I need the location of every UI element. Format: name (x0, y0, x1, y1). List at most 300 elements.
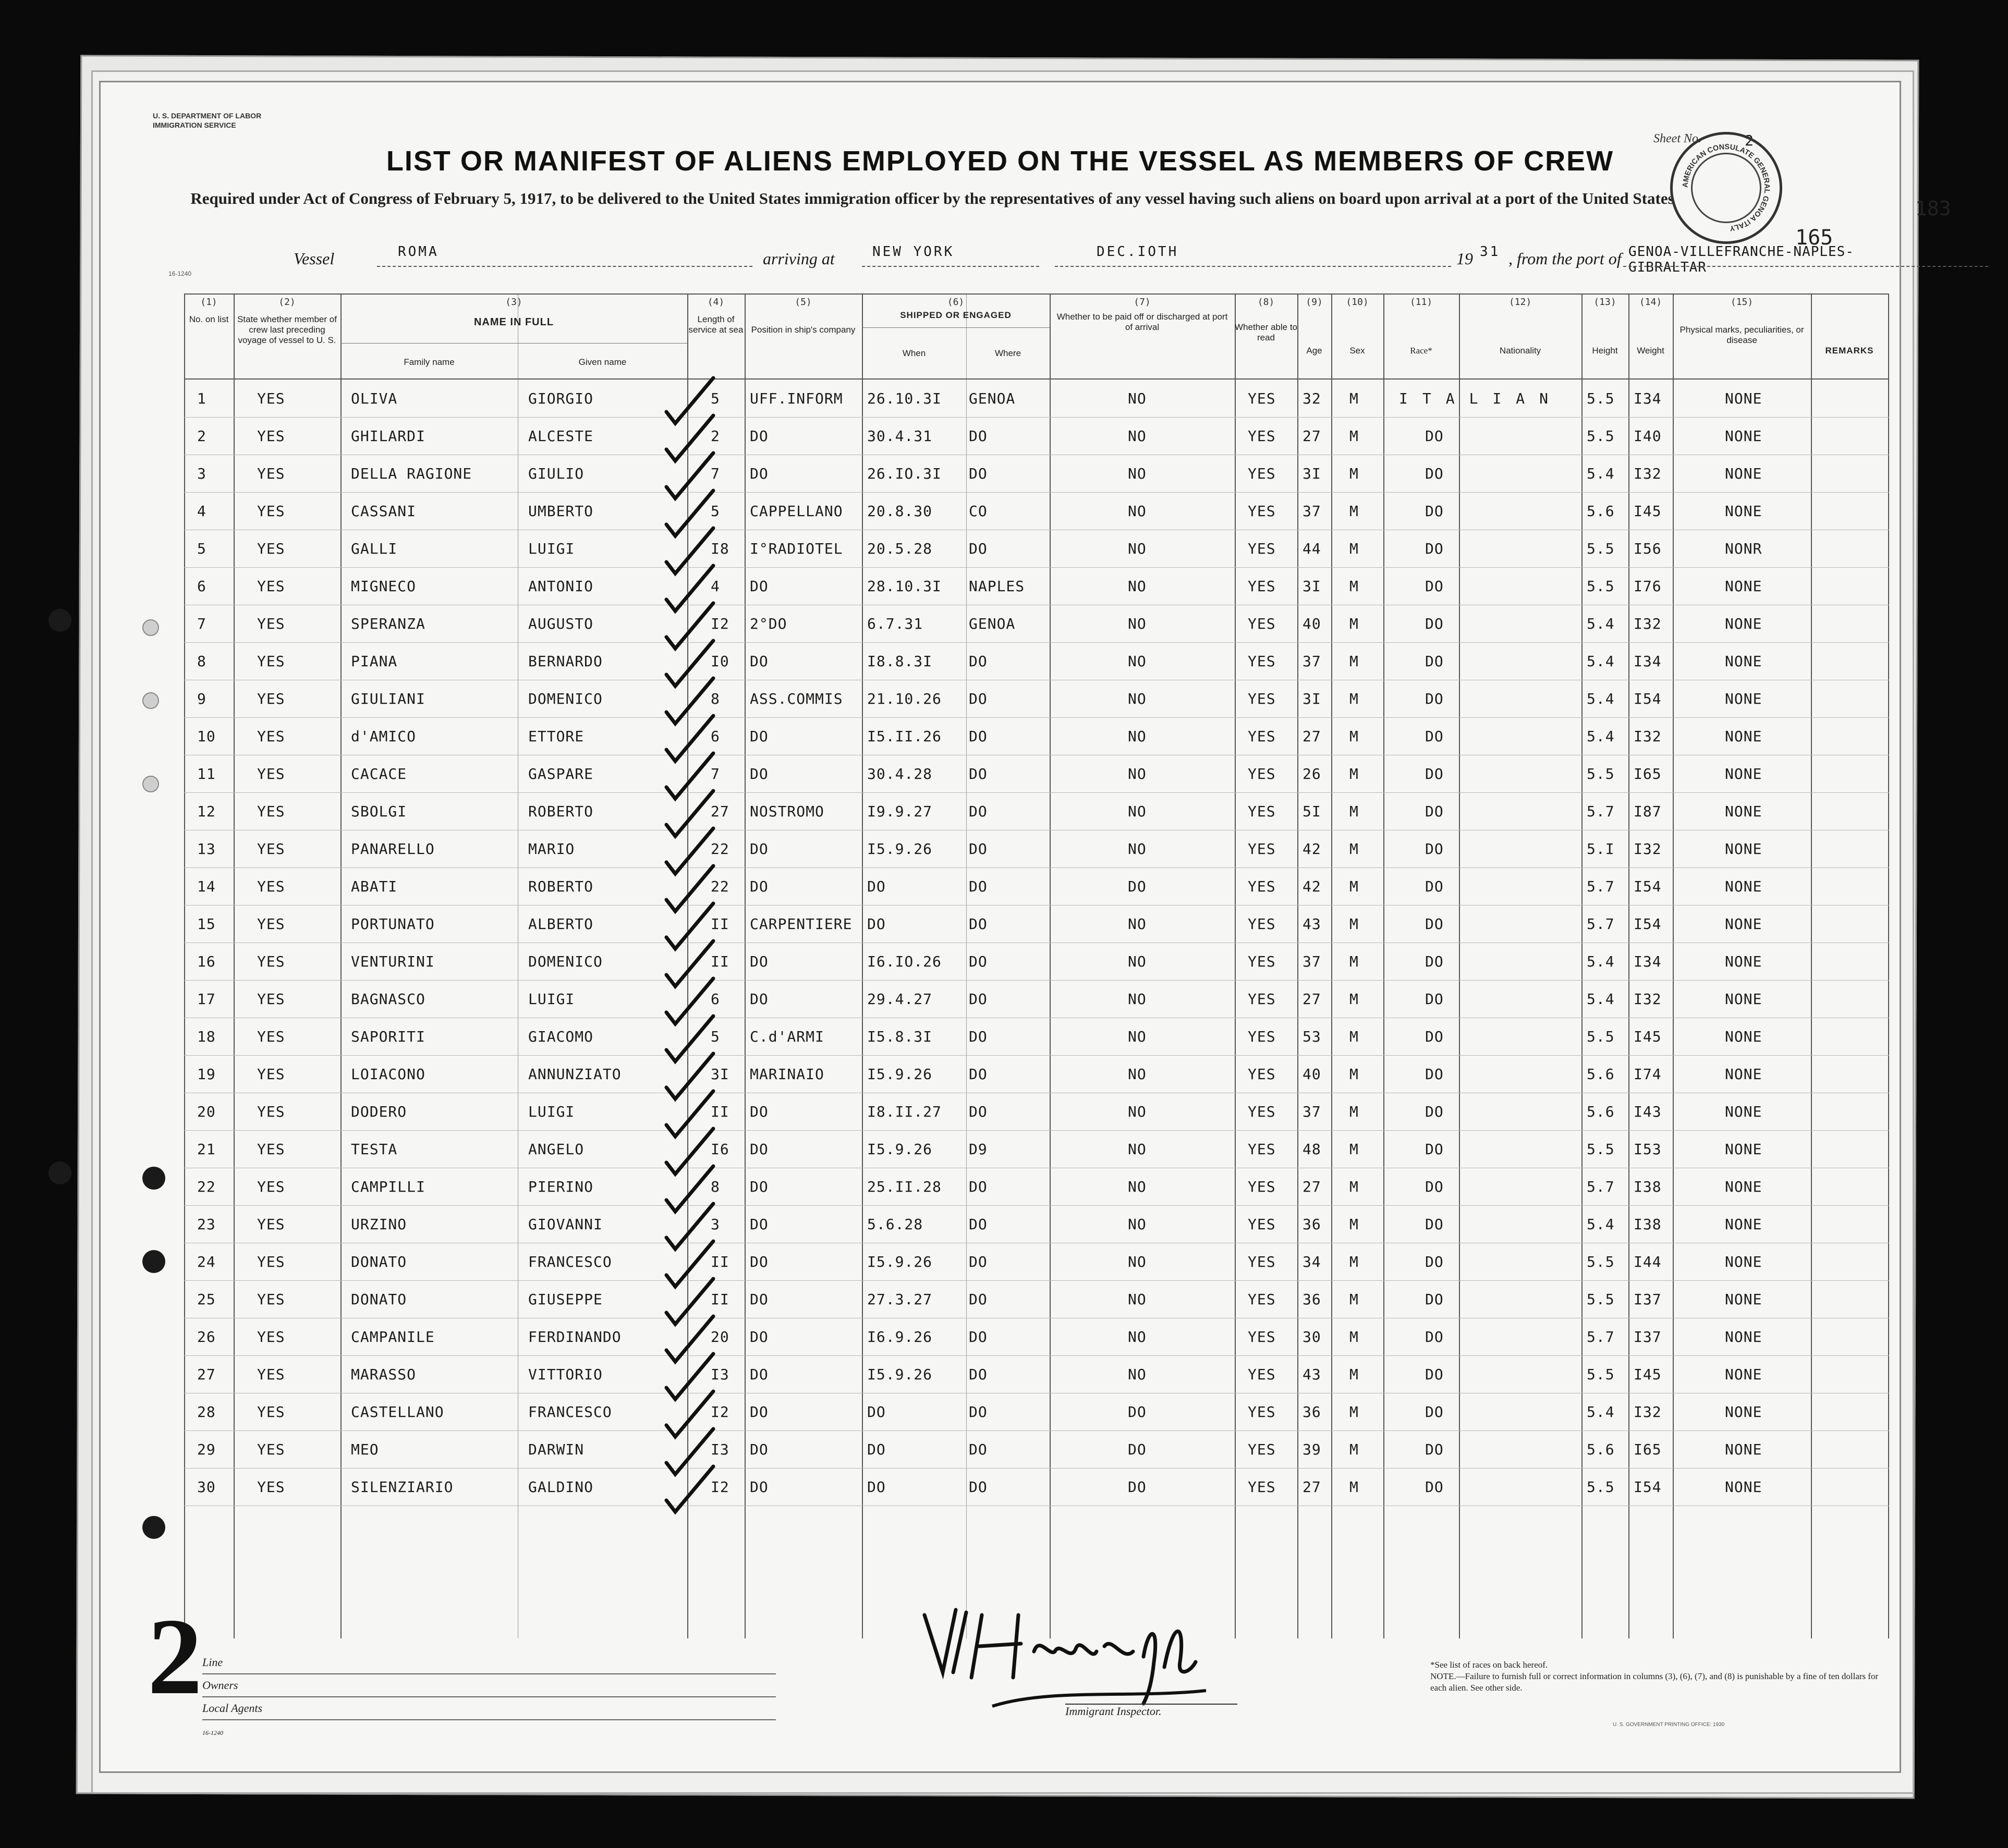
family-name: SILENZIARIO (351, 1478, 454, 1496)
able-to-read: YES (1248, 1216, 1276, 1233)
weight: I54 (1634, 690, 1662, 707)
sex: M (1349, 803, 1359, 820)
paid-off: NO (1128, 1291, 1147, 1308)
paid-off: NO (1128, 465, 1147, 482)
state-cell: YES (257, 1216, 285, 1233)
age: 37 (1303, 953, 1321, 970)
table-row (184, 610, 1889, 647)
age: 40 (1303, 1066, 1321, 1083)
paid-off: NO (1128, 840, 1147, 858)
weight: I34 (1634, 953, 1662, 970)
length-of-service: II (711, 1253, 729, 1270)
position: DO (750, 878, 769, 895)
shipped-where: DO (969, 1478, 988, 1496)
col-num: (10) (1346, 297, 1369, 308)
physical-marks: NONE (1725, 1178, 1762, 1195)
shipped-where: DO (969, 1441, 988, 1458)
table-row (184, 948, 1889, 985)
position: DO (750, 990, 769, 1008)
given-name: ALBERTO (528, 915, 594, 933)
table-row (184, 685, 1889, 723)
position: DO (750, 728, 769, 745)
able-to-read: YES (1248, 578, 1276, 595)
state-cell: YES (257, 1366, 285, 1383)
col-num: (9) (1306, 297, 1323, 308)
given-name: ANGELO (528, 1141, 585, 1158)
sex: M (1349, 915, 1359, 933)
able-to-read: YES (1248, 615, 1276, 632)
paid-off: NO (1128, 427, 1147, 445)
height: 5.5 (1587, 1478, 1615, 1496)
row-number: 11 (197, 765, 216, 782)
race: DO (1425, 953, 1444, 970)
height: 5.4 (1587, 690, 1615, 707)
shipped-where: DO (969, 690, 988, 707)
weight: I37 (1634, 1291, 1662, 1308)
age: 43 (1303, 1366, 1321, 1383)
given-name: GASPARE (528, 765, 594, 782)
table-row (184, 985, 1889, 1023)
header-nationality: Nationality (1499, 346, 1541, 356)
age: 43 (1303, 915, 1321, 933)
header-height: Height (1592, 346, 1618, 356)
sex: M (1349, 990, 1359, 1008)
table-row (184, 1398, 1889, 1436)
able-to-read: YES (1248, 1141, 1276, 1158)
table-row (184, 723, 1889, 760)
race: DO (1425, 915, 1444, 933)
shipped-where: DO (969, 803, 988, 820)
race: DO (1425, 1216, 1444, 1233)
arrival-port: NEW YORK (872, 244, 955, 260)
family-name: GALLI (351, 540, 398, 557)
shipped-where: DO (969, 1328, 988, 1345)
footnote-races: *See list of races on back hereof. (1430, 1660, 1548, 1670)
physical-marks: NONE (1725, 1103, 1762, 1120)
shipped-where: DO (969, 878, 988, 895)
position: DO (750, 953, 769, 970)
paid-off: NO (1128, 1066, 1147, 1083)
age: 27 (1303, 728, 1321, 745)
shipped-when: 26.10.3I (867, 390, 942, 407)
race: DO (1425, 1403, 1444, 1421)
paid-off: NO (1128, 1028, 1147, 1045)
col-num: (6) (947, 297, 965, 308)
shipped-when: 26.IO.3I (867, 465, 942, 482)
shipped-when: I5.9.26 (867, 1066, 933, 1083)
shipped-when: 28.10.3I (867, 578, 942, 595)
given-name: GIULIO (528, 465, 585, 482)
row-number: 10 (197, 728, 216, 745)
sex: M (1349, 1403, 1359, 1421)
state-cell: YES (257, 953, 285, 970)
table-row (184, 760, 1889, 798)
family-name: DONATO (351, 1253, 407, 1270)
state-cell: YES (257, 465, 285, 482)
header-family: Family name (404, 357, 455, 367)
shipped-where: GENOA (969, 615, 1016, 632)
voyage-line (294, 244, 1884, 275)
physical-marks: NONE (1725, 1141, 1762, 1158)
binder-hole (142, 776, 159, 792)
physical-marks: NONE (1725, 465, 1762, 482)
length-of-service: II (711, 953, 729, 970)
able-to-read: YES (1248, 915, 1276, 933)
height: 5.5 (1587, 390, 1615, 407)
race: DO (1425, 1028, 1444, 1045)
length-of-service: II (711, 1103, 729, 1120)
physical-marks: NONE (1725, 578, 1762, 595)
shipped-where: DO (969, 1366, 988, 1383)
race: DO (1425, 765, 1444, 782)
race: DO (1425, 540, 1444, 557)
height: 5.4 (1587, 615, 1615, 632)
position: DO (750, 1178, 769, 1195)
sex: M (1349, 878, 1359, 895)
footnote-note: NOTE.—Failure to furnish full or correct information in columns (3), (6), (7), and (8) is punishable by a fine of ten dollars for each alien. See other side. (1430, 1671, 1879, 1693)
height: 5.7 (1587, 803, 1615, 820)
sex: M (1349, 1478, 1359, 1496)
state-cell: YES (257, 1103, 285, 1120)
age: 5I (1303, 803, 1321, 820)
given-name: LUIGI (528, 540, 575, 557)
family-name: d'AMICO (351, 728, 417, 745)
age: 39 (1303, 1441, 1321, 1458)
header-length: Length of service at sea (688, 314, 744, 335)
physical-marks: NONE (1725, 915, 1762, 933)
table-row (184, 910, 1889, 948)
weight: I54 (1634, 878, 1662, 895)
header-remarks: REMARKS (1825, 346, 1874, 356)
shipped-when: I5.II.26 (867, 728, 942, 745)
shipped-where: DO (969, 465, 988, 482)
height: 5.4 (1587, 728, 1615, 745)
length-of-service: I0 (711, 653, 729, 670)
position: DO (750, 1291, 769, 1308)
owners-label: Owners (202, 1674, 776, 1697)
age: 30 (1303, 1328, 1321, 1345)
state-cell: YES (257, 1178, 285, 1195)
position: CAPPELLANO (750, 503, 843, 520)
age: 37 (1303, 653, 1321, 670)
family-name: PANARELLO (351, 840, 435, 858)
race: DO (1425, 1291, 1444, 1308)
binder-hole (142, 619, 159, 636)
height: 5.4 (1587, 1403, 1615, 1421)
row-number: 29 (197, 1441, 216, 1458)
given-name: ANNUNZIATO (528, 1066, 622, 1083)
length-of-service: 2 (711, 427, 720, 445)
length-of-service: I8 (711, 540, 729, 557)
race: DO (1425, 1366, 1444, 1383)
position: C.d'ARMI (750, 1028, 824, 1045)
state-cell: YES (257, 540, 285, 557)
length-of-service: II (711, 915, 729, 933)
margin-number-2: 165 (1795, 226, 1833, 250)
weight: I32 (1634, 1403, 1662, 1421)
manifest-sheet (99, 81, 1951, 1773)
shipped-where: DO (969, 728, 988, 745)
weight: I87 (1634, 803, 1662, 820)
position: DO (750, 653, 769, 670)
sex: M (1349, 1066, 1359, 1083)
race: DO (1425, 615, 1444, 632)
table-row (184, 1436, 1889, 1473)
race: DO (1425, 1478, 1444, 1496)
shipped-where: DO (969, 915, 988, 933)
race: DO (1425, 840, 1444, 858)
position: DO (750, 578, 769, 595)
shipped-where: DO (969, 1216, 988, 1233)
family-name: LOIACONO (351, 1066, 425, 1083)
height: 5.I (1587, 840, 1615, 858)
shipped-where: DO (969, 1291, 988, 1308)
state-cell: YES (257, 503, 285, 520)
length-of-service: 3 (711, 1216, 720, 1233)
shipped-when: DO (867, 878, 886, 895)
able-to-read: YES (1248, 1403, 1276, 1421)
height: 5.5 (1587, 1028, 1615, 1045)
given-name: FERDINANDO (528, 1328, 622, 1345)
length-of-service: I3 (711, 1366, 729, 1383)
weight: I40 (1634, 427, 1662, 445)
age: 37 (1303, 503, 1321, 520)
row-number: 9 (197, 690, 206, 707)
given-name: DARWIN (528, 1441, 585, 1458)
able-to-read: YES (1248, 840, 1276, 858)
able-to-read: YES (1248, 803, 1276, 820)
able-to-read: YES (1248, 1291, 1276, 1308)
shipped-where: DO (969, 1403, 988, 1421)
table-row (184, 497, 1889, 535)
able-to-read: YES (1248, 540, 1276, 557)
state-cell: YES (257, 728, 285, 745)
table-row (184, 385, 1889, 422)
weight: I45 (1634, 503, 1662, 520)
paid-off: NO (1128, 915, 1147, 933)
shipped-when: 21.10.26 (867, 690, 942, 707)
family-name: DELLA RAGIONE (351, 465, 472, 482)
state-cell: YES (257, 915, 285, 933)
length-of-service: 5 (711, 503, 720, 520)
arrival-year: 31 (1480, 244, 1501, 260)
weight: I45 (1634, 1028, 1662, 1045)
physical-marks: NONE (1725, 427, 1762, 445)
header-name: NAME IN FULL (473, 316, 554, 328)
length-of-service: I2 (711, 1403, 729, 1421)
shipped-when: 30.4.31 (867, 427, 933, 445)
state-cell: YES (257, 1441, 285, 1458)
age: 27 (1303, 1178, 1321, 1195)
paid-off: NO (1128, 503, 1147, 520)
shipped-when: I6.9.26 (867, 1328, 933, 1345)
height: 5.4 (1587, 953, 1615, 970)
given-name: UMBERTO (528, 503, 594, 520)
header-state: State whether member of crew last preceding voyage of vessel to U. S. (237, 314, 337, 345)
race: DO (1425, 803, 1444, 820)
weight: I54 (1634, 1478, 1662, 1496)
shipped-where: DO (969, 840, 988, 858)
table-row (184, 1173, 1889, 1210)
position: DO (750, 1216, 769, 1233)
shipped-when: I8.II.27 (867, 1103, 942, 1120)
height: 5.7 (1587, 1178, 1615, 1195)
physical-marks: NONE (1725, 840, 1762, 858)
binder-hole (142, 1250, 165, 1273)
state-cell: YES (257, 1028, 285, 1045)
height: 5.5 (1587, 1141, 1615, 1158)
row-number: 19 (197, 1066, 216, 1083)
length-of-service: 6 (711, 728, 720, 745)
position: DO (750, 1366, 769, 1383)
family-name: MIGNECO (351, 578, 417, 595)
shipped-where: CO (969, 503, 988, 520)
row-number: 17 (197, 990, 216, 1008)
sex: M (1349, 1253, 1359, 1270)
race: DO (1425, 1328, 1444, 1345)
header-age: Age (1306, 346, 1322, 356)
shipped-where: DO (969, 540, 988, 557)
position: DO (750, 1441, 769, 1458)
state-cell: YES (257, 1291, 285, 1308)
physical-marks: NONE (1725, 765, 1762, 782)
binder-hole (48, 609, 71, 632)
physical-marks: NONE (1725, 1403, 1762, 1421)
table-row (184, 535, 1889, 572)
header-where: Where (994, 348, 1021, 358)
race: DO (1425, 427, 1444, 445)
state-cell: YES (257, 1328, 285, 1345)
sex: M (1349, 653, 1359, 670)
given-name: MARIO (528, 840, 575, 858)
col-num: (12) (1508, 297, 1532, 308)
sex: M (1349, 1328, 1359, 1345)
race: DO (1425, 1178, 1444, 1195)
given-name: GALDINO (528, 1478, 594, 1496)
sex: M (1349, 540, 1359, 557)
age: 40 (1303, 615, 1321, 632)
paid-off: NO (1128, 1141, 1147, 1158)
arriving-label: arriving at (763, 249, 835, 268)
state-cell: YES (257, 765, 285, 782)
shipped-where: NAPLES (969, 578, 1025, 595)
state-cell: YES (257, 653, 285, 670)
family-name: MARASSO (351, 1366, 417, 1383)
sex: M (1349, 690, 1359, 707)
paid-off: NO (1128, 540, 1147, 557)
header-sex: Sex (1349, 346, 1365, 356)
header-marks: Physical marks, peculiarities, or disease (1680, 325, 1804, 345)
age: 3I (1303, 578, 1321, 595)
physical-marks: NONE (1725, 1028, 1762, 1045)
position: CARPENTIERE (750, 915, 853, 933)
sex: M (1349, 840, 1359, 858)
paid-off: NO (1128, 390, 1147, 407)
given-name: DOMENICO (528, 690, 603, 707)
shipped-when: 20.5.28 (867, 540, 933, 557)
length-of-service: 22 (711, 878, 729, 895)
state-cell: YES (257, 840, 285, 858)
year-prefix: 19 (1456, 249, 1473, 268)
row-number: 14 (197, 878, 216, 895)
row-number: 23 (197, 1216, 216, 1233)
race: DO (1425, 653, 1444, 670)
weight: I43 (1634, 1103, 1662, 1120)
able-to-read: YES (1248, 503, 1276, 520)
length-of-service: I6 (711, 1141, 729, 1158)
able-to-read: YES (1248, 728, 1276, 745)
state-cell: YES (257, 1066, 285, 1083)
binder-hole (142, 692, 159, 709)
state-cell: YES (257, 1403, 285, 1421)
weight: I44 (1634, 1253, 1662, 1270)
row-number: 13 (197, 840, 216, 858)
header-weight: Weight (1637, 346, 1664, 356)
col-num: (1) (200, 297, 217, 308)
weight: I54 (1634, 915, 1662, 933)
able-to-read: YES (1248, 765, 1276, 782)
sex: M (1349, 953, 1359, 970)
position: DO (750, 1141, 769, 1158)
binder-hole (142, 1167, 165, 1190)
table-row (184, 647, 1889, 685)
physical-marks: NONE (1725, 1366, 1762, 1383)
given-name: LUIGI (528, 990, 575, 1008)
weight: I65 (1634, 1441, 1662, 1458)
height: 5.5 (1587, 540, 1615, 557)
agent-lines (202, 1651, 776, 1744)
state-cell: YES (257, 390, 285, 407)
race: DO (1425, 1066, 1444, 1083)
department-stamp: U. S. DEPARTMENT OF LABOR IMMIGRATION SERVICE (153, 112, 262, 129)
family-name: SAPORITI (351, 1028, 425, 1045)
height: 5.5 (1587, 1291, 1615, 1308)
height: 5.5 (1587, 578, 1615, 595)
paid-off: NO (1128, 953, 1147, 970)
table-row (184, 873, 1889, 910)
footer-form-code: 16-1240 (202, 1729, 223, 1736)
paid-off: NO (1128, 1103, 1147, 1120)
col-num: (3) (505, 297, 522, 308)
table-row (184, 835, 1889, 873)
physical-marks: NONE (1725, 653, 1762, 670)
paid-off: NO (1128, 653, 1147, 670)
weight: I34 (1634, 390, 1662, 407)
age: 27 (1303, 990, 1321, 1008)
paid-off: NO (1128, 578, 1147, 595)
paid-off: NO (1128, 690, 1147, 707)
sex: M (1349, 1103, 1359, 1120)
table-row (184, 1361, 1889, 1398)
physical-marks: NONE (1725, 1253, 1762, 1270)
age: 26 (1303, 765, 1321, 782)
paid-off: NO (1128, 1253, 1147, 1270)
table-row (184, 1098, 1889, 1135)
state-cell: YES (257, 1253, 285, 1270)
sheet-number-large: 2 (148, 1596, 202, 1717)
sex: M (1349, 615, 1359, 632)
height: 5.7 (1587, 915, 1615, 933)
row-number: 24 (197, 1253, 216, 1270)
form-code: 16-1240 (168, 270, 192, 277)
col-num: (5) (795, 297, 812, 308)
position: DO (750, 1403, 769, 1421)
weight: I74 (1634, 1066, 1662, 1083)
given-name: PIERINO (528, 1178, 594, 1195)
age: 48 (1303, 1141, 1321, 1158)
header-position: Position in ship's company (751, 325, 856, 335)
position: I°RADIOTEL (750, 540, 843, 557)
